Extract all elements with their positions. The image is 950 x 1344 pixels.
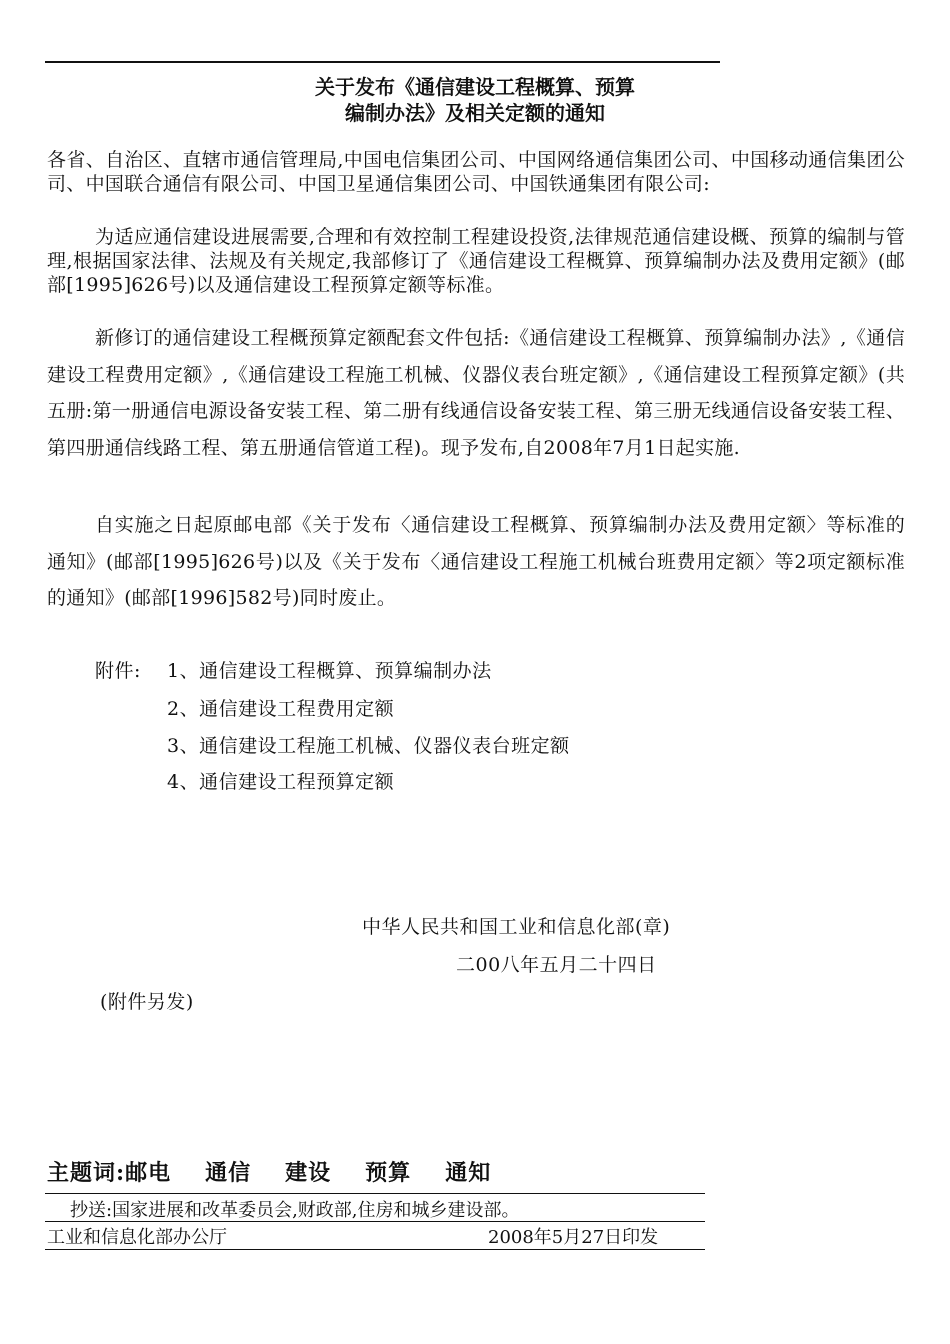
keywords-label: 主题词:: [47, 1160, 126, 1186]
attachments-label: 附件:: [95, 660, 141, 682]
footer-print-date: 2008年5月27日印发: [488, 1227, 659, 1248]
footer-office: 工业和信息化部办公厅: [47, 1227, 227, 1248]
keyword-4: 预算: [365, 1160, 412, 1186]
recipients: 各省、自治区、直辖市通信管理局,中国电信集团公司、中国网络通信集团公司、中国移动通信集团公司、中国联合通信有限公司、中国卫星通信集团公司、中国铁通集团有限公司:: [47, 149, 905, 195]
cc-list: 抄送:国家进展和改革委员会,财政部,住房和城乡建设部。: [70, 1200, 520, 1221]
top-rule: [45, 61, 720, 63]
paragraph-3: 自实施之日起原邮电部《关于发布〈通信建设工程概算、预算编制办法及费用定额〉等标准的通知》(邮部[1995]626号)以及《关于发布〈通信建设工程施工机械台班费用定额〉等2项定额标准的通知》(邮部[1996]582号)同时废止。: [47, 514, 905, 609]
document-title: [150, 74, 800, 126]
title-line-2: 编制办法》及相关定额的通知: [345, 101, 605, 125]
paragraph-2: 新修订的通信建设工程概预算定额配套文件包括:《通信建设工程概算、预算编制办法》,《通信建设工程费用定额》,《通信建设工程施工机械、仪器仪表台班定额》,《通信建设工程预算定额》(共五册:第一册通信电源设备安装工程、第二册有线通信设备安装工程、第三册无线通信设备安装工程、第四册通信线路工程、第五册通信管道工程)。现予发布,自2008年7月1日起实施.: [47, 327, 905, 459]
attachment-item-3: 3、通信建设工程施工机械、仪器仪表台班定额: [167, 735, 570, 757]
footer-bottom-rule: [45, 1249, 705, 1250]
keyword-5: 通知: [445, 1160, 492, 1186]
issuer-signature: 中华人民共和国工业和信息化部(章): [362, 916, 671, 938]
keyword-2: 通信: [205, 1160, 252, 1186]
attachment-note: (附件另发): [100, 991, 194, 1013]
title-line-1: 关于发布《通信建设工程概算、预算: [315, 75, 635, 99]
cc-top-rule: [45, 1193, 705, 1194]
attachment-item-2: 2、通信建设工程费用定额: [167, 698, 395, 720]
paragraph-1: 为适应通信建设进展需要,合理和有效控制工程建设投资,法律规范通信建设概、预算的编制与管理,根据国家法律、法规及有关规定,我部修订了《通信建设工程概算、预算编制办法及费用定额》(邮部[1995]626号)以及通信建设工程预算定额等标准。: [47, 226, 905, 296]
keyword-1: 邮电: [125, 1160, 172, 1186]
issue-date: 二00八年五月二十四日: [456, 954, 657, 976]
attachment-item-1: 1、通信建设工程概算、预算编制办法: [167, 660, 492, 682]
keyword-3: 建设: [285, 1160, 332, 1186]
cc-bottom-rule: [45, 1221, 705, 1222]
attachment-item-4: 4、通信建设工程预算定额: [167, 771, 395, 793]
keywords: [47, 1156, 491, 1187]
